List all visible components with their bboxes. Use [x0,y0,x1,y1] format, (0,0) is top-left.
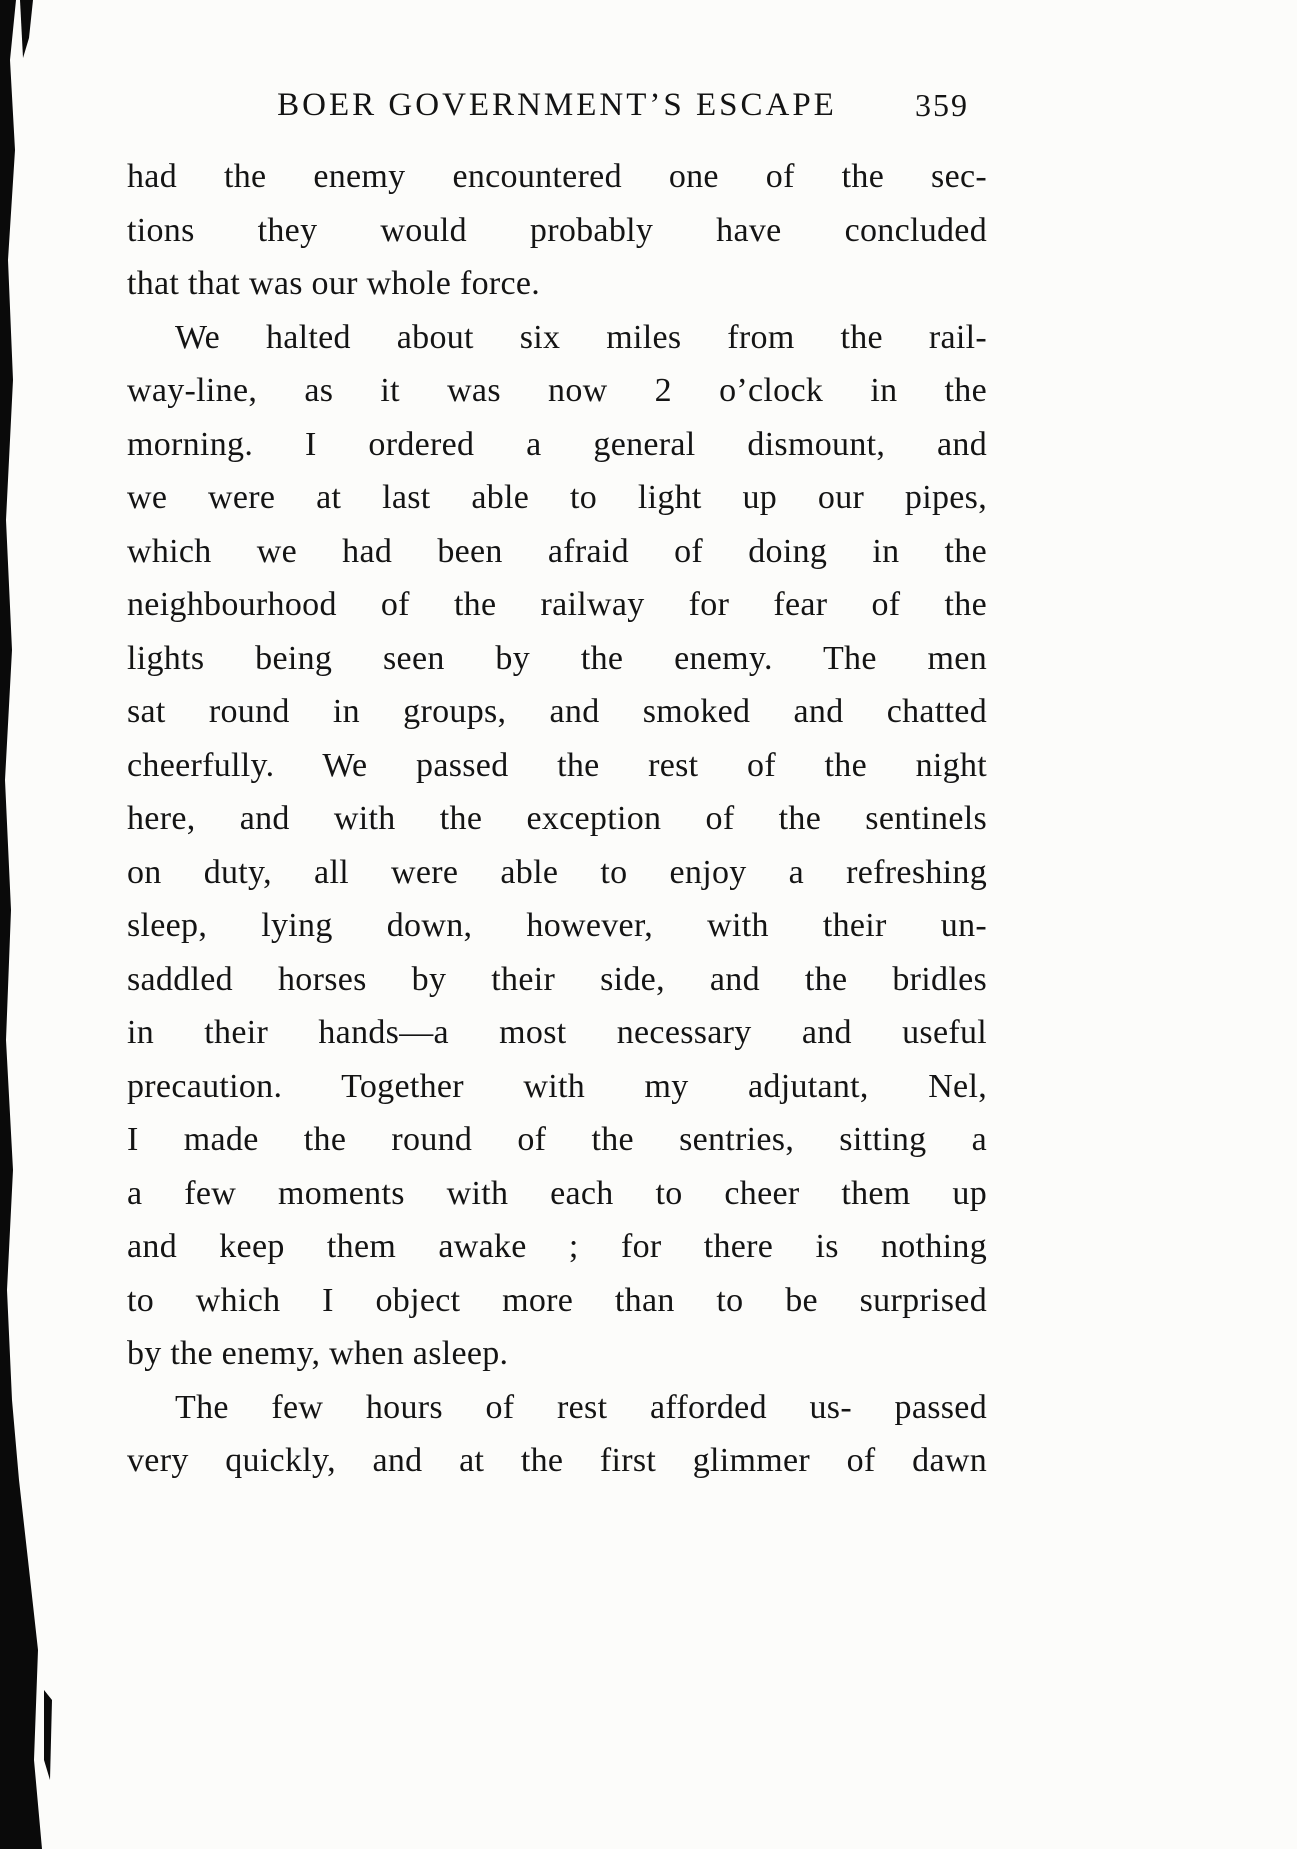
text-line: by the enemy, when asleep. [127,1335,509,1372]
text-line: a few moments with each to cheer them up [127,1174,987,1212]
paragraph [127,150,987,311]
text-column [127,80,987,1488]
text-line: way-line, as it was now 2 o’clock in the [127,372,987,409]
scan-binding-edge [0,0,70,1849]
text-line: lights being seen by the enemy. The men [127,639,987,677]
text-line: that that was our whole force. [127,265,541,302]
page-number: 359 [915,87,969,123]
text-line: to which I object more than to be surprised [127,1281,987,1319]
text-line: very quickly, and at the first glimmer of dawn [127,1442,987,1479]
text-line: on duty, all were able to enjoy a refreshing [127,853,987,891]
text-line: I made the round of the sentries, sitting a [127,1121,987,1158]
text-line: morning. I ordered a general dismount, and [127,425,987,463]
text-line: cheerfully. We passed the rest of the night [127,746,987,784]
text-line: tions they would probably have concluded [127,211,987,249]
page-header [127,80,987,130]
text-line: we were at last able to light up our pipes, [127,479,987,516]
paragraph [127,1381,987,1488]
text-line: which we had been afraid of doing in the [127,532,987,570]
text-line: had the enemy encountered one of the sec- [127,158,987,195]
text-line: precaution. Together with my adjutant, Nel, [127,1067,987,1105]
text-line: The few hours of rest afforded us- passed [175,1388,987,1426]
text-line: sleep, lying down, however, with their un- [127,907,987,944]
text-line: in their hands—a most necessary and useful [127,1014,987,1051]
text-line: neighbourhood of the railway for fear of the [127,586,987,623]
running-title: BOER GOVERNMENT’S ESCAPE [277,87,837,123]
text-line: here, and with the exception of the sentinels [127,800,987,837]
text-line: sat round in groups, and smoked and chatted [127,693,987,730]
text-line: and keep them awake ; for there is nothing [127,1228,987,1265]
text-line: We halted about six miles from the rail- [175,318,987,356]
paragraph [127,311,987,1381]
text-line: saddled horses by their side, and the bridles [127,960,987,998]
